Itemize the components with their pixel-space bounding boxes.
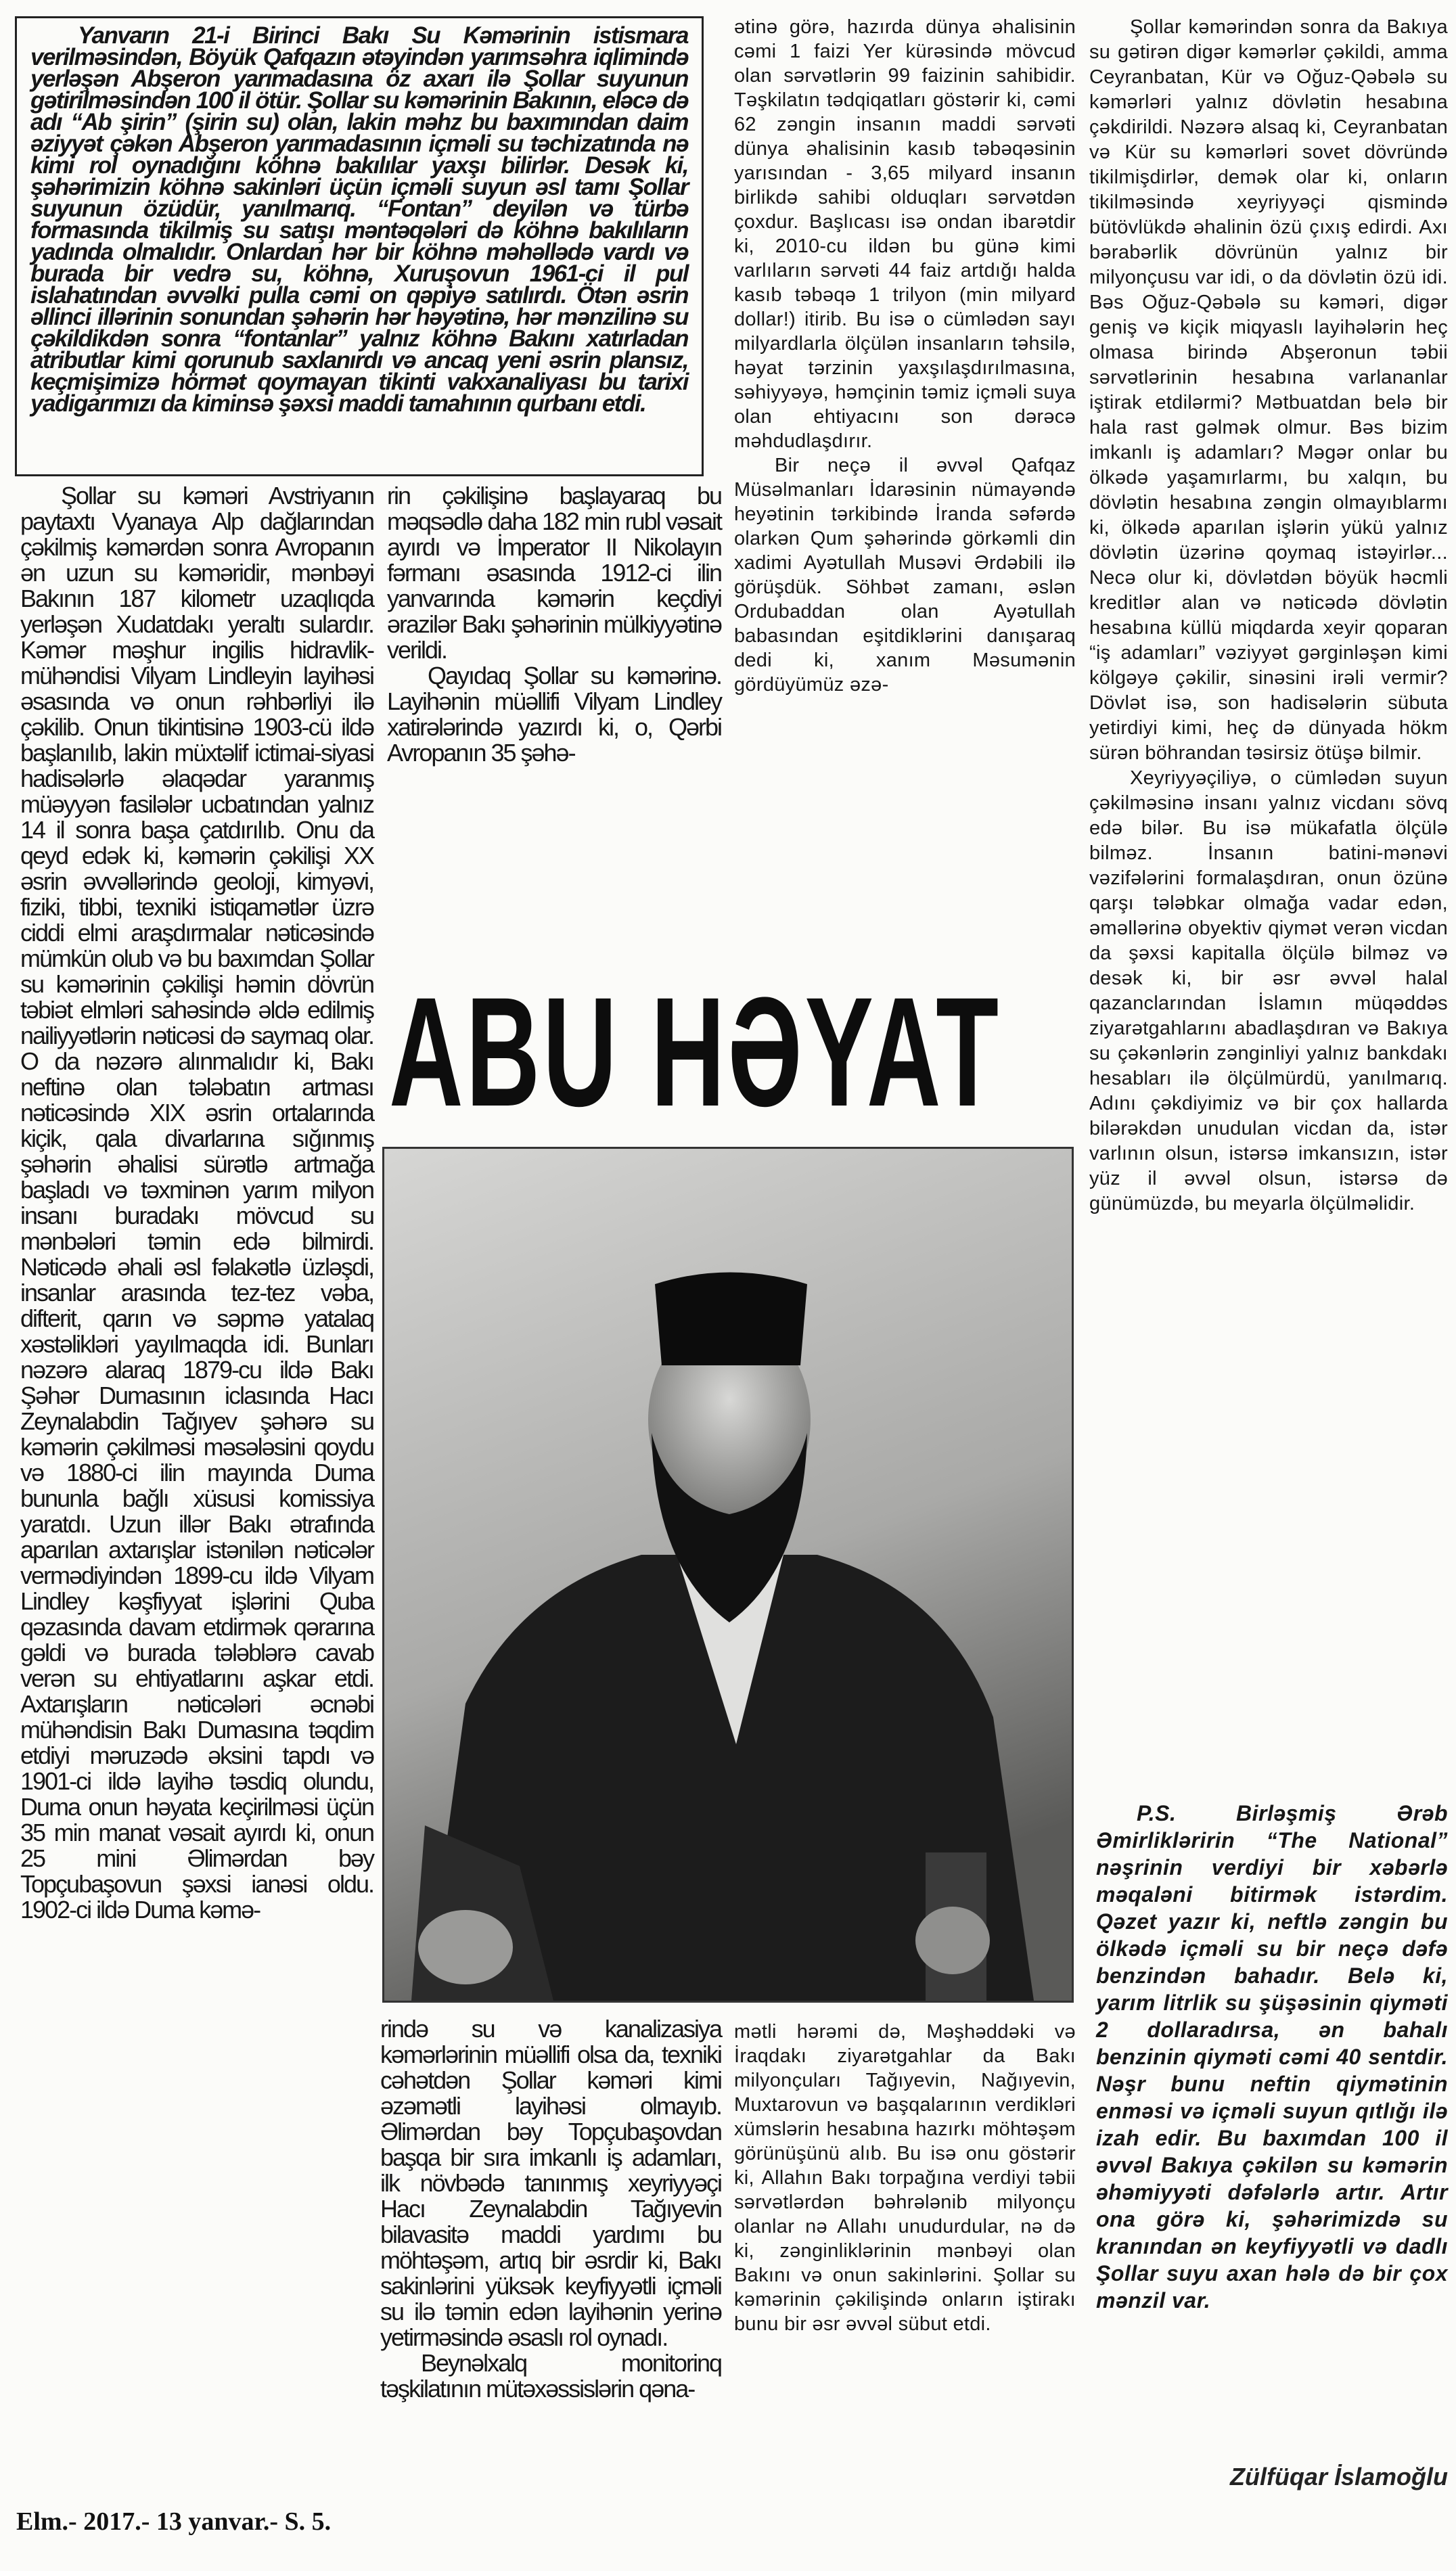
source-footer: Elm.- 2017.- 13 yanvar.- S. 5. — [16, 2507, 332, 2536]
intro-box: Yanvarın 21-i Birinci Bakı Su Kəmərinin istismara verilməsindən, Böyük Qafqazın ətəyindən yarımsəhra iqlimində yerləşən Abşeron yarımadasına öz axarı ilə Şollar suyunun gətirilməsindən 100 il ötür. Şollar su kəmərinin Bakının, eləcə də adı “Ab şirin” (şirin su) olan, lakin məhz bu baxımından daim əziyyət çəkən Abşeron yarımadasının içməli su təchizatında nə kimi rol oynadığını köhnə bakılılar yaxşı bilirlər. Desək ki, şəhərimizin köhnə sakinləri üçün içməli suyun əsl tamı Şollar suyunun özüdür, yanılmarıq. “Fontan” deyilən və türbə formasında tikilmiş su satışı məntəqələri də köhnə bakılıların yadında olmalıdır. Onlardan hər bir köhnə məhəllədə vardı və burada bir vedrə su, köhnə, Xuruşovun 1961-ci il pul islahatından əvvəlki pulla cəmi on qəpiyə satılırdı. Ötən əsrin əllinci illərinin sonundan şəhərin hər həyətinə, hər mənzilinə su çəkildikdən sonra “fontanlar” yalnız köhnə Bakını xatırladan atributlar kimi qorunub saxlanırdı və ancaq yeni əsrin plansız, keçmişimizə hörmət qoymayan tikinti vakxanaliyası bu tarixi yadigarımızı da kiminsə şəxsi maddi tamahının qurbanı etdi. — [15, 16, 704, 476]
paragraph: Şollar su kəməri Avstriyanın paytaxtı Vyanaya Alp dağlarından çəkilmiş kəmərdən sonra Avropanın ən uzun su kəməridir, mənbəyi Bakının 187 kilometr uzaqlıqda yerləşən Xudatdakı yeraltı sulardır. Kəmər məşhur ingilis hidravlik-mühəndisi Vilyam Lindleyin layihəsi əsasında və onun rəhbərliyi ilə çəkilib. Onun tikintisinə 1903-cü ildə başlanılıb, lakin müxtəlif ictimai-siyasi hadisələrlə əlaqədar yaranmış müəyyən fasilələr ucbatından yalnız 14 il sonra başa çatdırılıb. Onu da qeyd edək ki, kəmərin çəkilişi XX əsrin əvvəllərində geoloji, kimyəvi, fiziki, tibbi, texniki istiqamətlər üzrə ciddi elmi araşdırmalar nəticəsində mümkün olub və bu baxımdan Şollar su kəmərinin çəkilişi həmin dövrün təbiət elmləri sahəsində əldə edilmiş nailiyyətlərin nəticəsi də saymaq olar. O da nəzərə alınmalıdır ki, Bakı neftinə olan tələbatın artması nəticəsində XIX əsrin ortalarında kiçik, qala divarlarına sığınmış şəhərin əhalisi sürətlə artmağa başladı və təxminən yarım milyon insanı buradakı mövcud su mənbələri təmin edə bilmirdi. Nəticədə əhali əsl fəlakətlə üzləşdi, insanlar arasında tez-tez vəba, difterit, qarın və səpmə yatalaq xəstəlikləri yayılmaqda idi. Bunları nəzərə alaraq 1879-cu ildə Bakı Şəhər Dumasının iclasında Hacı Zeynalabdin Tağıyev şəhərə su kəmərin çəkilməsi məsələsini qoydu və 1880-ci ilin mayında Duma bununla bağlı xüsusi komissiya yaratdı. Uzun illər Bakı ətrafında aparılan axtarışlar istənilən nəticələr vermədiyindən 1899-cu ildə Vilyam Lindley kəşfiyyat işlərini Quba qəzasında davam etdirmək qərarına gəldi və burada tələblərə cavab verən su ehtiyatlarını aşkar etdi. Axtarışların nəticələri əcnəbi mühəndisin Bakı Dumasına təqdim etdiyi məruzədə əksini tapdı və 1901-ci ildə layihə təsdiq olundu, Duma onun həyata keçirilməsi üçün 35 min manat vəsait ayırdı ki, onun 25 mini Əlimərdan bəy Topçubaşovun şəxsi ianəsi oldu. 1902-ci ildə Duma kəmə- — [20, 482, 373, 1924]
paragraph: mətli hərəmi də, Məşhəddəki və İraqdakı ziyarətgahlar da Bakı milyonçuları Tağıyevin, Nağıyevin, Muxtarovun və başqalarının verdikləri xümslərin hesabına hazırkı möhtəşəm görünüşünü alıb. Bu isə onu göstərir ki, Allahın Bakı torpağına verdiyi təbii sərvətlərdən bəhrələnib milyonçu olanlar nə Allahı unudurdular, nə də ki, zənginliklərinin mənbəyi olan Bakını və onun sakinlərini. Şollar su kəmərinin çəkilişində onların iştirakı bunu bir əsr əvvəl sübut etdi. — [734, 2021, 1076, 2335]
paragraph: Bir neçə il əvvəl Qafqaz Müsəlmanları İdarəsinin nümayəndə heyətinin tərkibində İranda səfərdə olarkən Qum şəhərində görkəmli din xadimi Ayətullah Musəvi Ərdəbili ilə görüşdük. Söhbət zamanı, əslən Ordubaddan olan Ayətullah babasından eşitdiklərini danışaraq dedi ki, xanım Məsumənin gördüyümüz əzə- — [734, 455, 1076, 696]
postscript-text: P.S. Birləşmiş Ərəb Əmirlikləririn “The National” nəşrinin verdiyi bir xəbərlə məqaləni bitirmək istərdim. Qəzet yazır ki, neftlə zəngin bu ölkədə içməli su bir neçə dəfə benzindən bahadır. Belə ki, yarım litrlik su şüşəsinin qiyməti 2 dollaradırsa, ən bahalı benzinin qiyməti cəmi 40 sentdir. Nəşr bunu neftin qiymətinin enməsi və içməli suyun qıtlığı ilə izah edir. Bu baxımdan 100 il əvvəl Bakıya çəkilən su kəmərin əhəmiyyəti dəfələrlə artır. Artır ona görə ki, şəhərimizdə su kranından ən keyfiyyətli və dadlı Şollar suyu axan hələ də bir çox mənzil var. — [1096, 1801, 1448, 2313]
paragraph: ətinə görə, hazırda dünya əhalisinin cəmi 1 faizi Yer kürəsində mövcud olan sərvətlərin 99 faizinin sahibidir. Təşkilatın tədqiqatları göstərir ki, cəmi 62 zəngin insanın maddi sərvəti dünya əhalisinin kasıb təbəqəsinin yarısından - 3,65 milyard insanın birlikdə sahibi olduqları sərvətdən çoxdur. Başlıcası isə ondan ibarətdir ki, 2010-cu ildən bu günə kimi varlıların sərvəti 44 faiz artdığı halda kasıb təbəqə 1 trilyon (min milyard dollar!) itirib. Bu isə o cümlədən sayı milyardlarla ölçülən insanların təhsilə, həyat tərzinin yaxşılaşdırılmasına, səhiyyəyə, həmçinin təmiz içməli suya olan ehtiyacını son dərəcə məhdudlaşdırır. — [734, 16, 1076, 452]
column-3-top — [734, 15, 1076, 697]
paragraph: Şollar kəmərindən sonra da Bakıya su gətirən digər kəmərlər çəkildi, amma Ceyranbatan, Kür və Oğuz-Qəbələ su kəmərləri yalnız dövlətin hesabına çəkdirildi. Nəzərə alsaq ki, Ceyranbatan və Kür su kəmərləri sovet dövründə tikilmişdirlər, demək olar ki, onların tikilməsində xeyriyyəçi qismində bütövlükdə əhalinin özü çıxış edirdi. Axı bərabərlik dövrünün yalnız bir milyonçusu var idi, o da dövlətin özü idi. Bəs Oğuz-Qəbələ su kəməri, digər geniş və kiçik miqyaslı layihələrin heç olmasa birində Abşeronun təbii sərvətlərinin hesabına varlananlar iştirak etdilərmi? Mətbuatdan belə bir hala rast gəlmək olmur. Bəs bizim imkanlı iş adamları? Məgər onlar bu ölkədə yaşamırlarmı, bu xalqın, bu dövlətin hesabına zəngin olmayıblarmı ki, ölkədə aparılan işlərin yükü yalnız dövlətin üzərinə qoymaq istəyirlər... Necə olur ki, dövlətdən böyük həcmli kreditlər alan və nəticədə dövlətin hesabına küllü miqdarda xeyir qoparan “iş adamları” vəziyyət gərginləşən kimi kölgəyə çəkilir, sinəsini irəli vermir? Dövlət isə, son hadisələrin sübuta yetirdiyi kimi, heç də dünyada hökm sürən böhrandan təsirsiz ötüşə bilmir. — [1089, 16, 1448, 764]
portrait-image — [384, 1149, 1072, 2001]
column-2-top — [387, 483, 721, 766]
column-3-bottom — [734, 2020, 1076, 2336]
column-2-bottom — [380, 2016, 721, 2402]
paragraph: Beynəlxalq monitorinq təşkilatının mütəxəssislərin qəna- — [380, 2349, 721, 2403]
paragraph: rin çəkilişinə başlayaraq bu məqsədlə daha 182 min rubl vəsait ayırdı və İmperator II Nikolayın fərmanı əsasında 1912-ci ilin yanvarında kəmərin keçdiyi ərazilər Bakı şəhərinin mülkiyyətinə verildi. — [387, 482, 721, 664]
portrait-photo — [382, 1147, 1074, 2003]
paragraph: Xeyriyyəçiliyə, o cümlədən suyun çəkilməsinə insanı yalnız vicdanı sövq edə bilər. Bu isə mükafatla ölçülə bilməz. İnsanın batini-mənəvi vəzifələrini formalaşdıran, onun özünə qarşı tələbkar olmağa vadar edən, əməllərinə obyektiv qiymət verən vicdan da şəxsi kapitalla ölçülə bilməz və desək ki, bir əsr əvvəl halal qazanclarından İslamın müqəddəs ziyarətgahlarını abadlaşdıran və Bakıya su çəkənlərin zənginliyi yalnız bankdakı hesabları ilə ölçülmürdü, yanılmarıq. Adını çəkdiyimiz və bir çox hallarda bilərəkdən unudulan vicdan da, istər varlının olsun, istərsə imkansızın, istər yüz il əvvəl olsun, istərsə də günümüzdə, bu meyarla ölçülməlidir. — [1089, 767, 1448, 1214]
article-title: ABU HƏYAT — [389, 965, 1001, 1139]
column-1 — [20, 483, 373, 1923]
author-signature: Zülfüqar İslamoğlu — [1229, 2463, 1448, 2490]
postscript — [1096, 1800, 1448, 2314]
paragraph: rində su və kanalizasiya kəmərlərinin müəllifi olsa da, texniki cəhətdən Şollar kəməri kimi əzəmətli layihəsi olmayıb. Əlimərdan bəy Topçubaşovdan başqa bir sıra imkanlı iş adamları, ilk növbədə tanınmış xeyriyyəçi Hacı Zeynalabdin Tağıyevin bilavasitə maddi yardımı bu möhtəşəm, artıq bir əsrdir ki, Bakı sakinlərini yüksək keyfiyyətli içməli su ilə təmin edən layihənin yerinə yetirməsində əsaslı rol oynadı. — [380, 2015, 721, 2351]
column-4 — [1089, 15, 1448, 1216]
paragraph: Qayıdaq Şollar su kəmərinə. Layihənin müəllifi Vilyam Lindley xatirələrində yazırdı ki, o, Qərbi Avropanın 35 şəhə- — [387, 662, 721, 767]
